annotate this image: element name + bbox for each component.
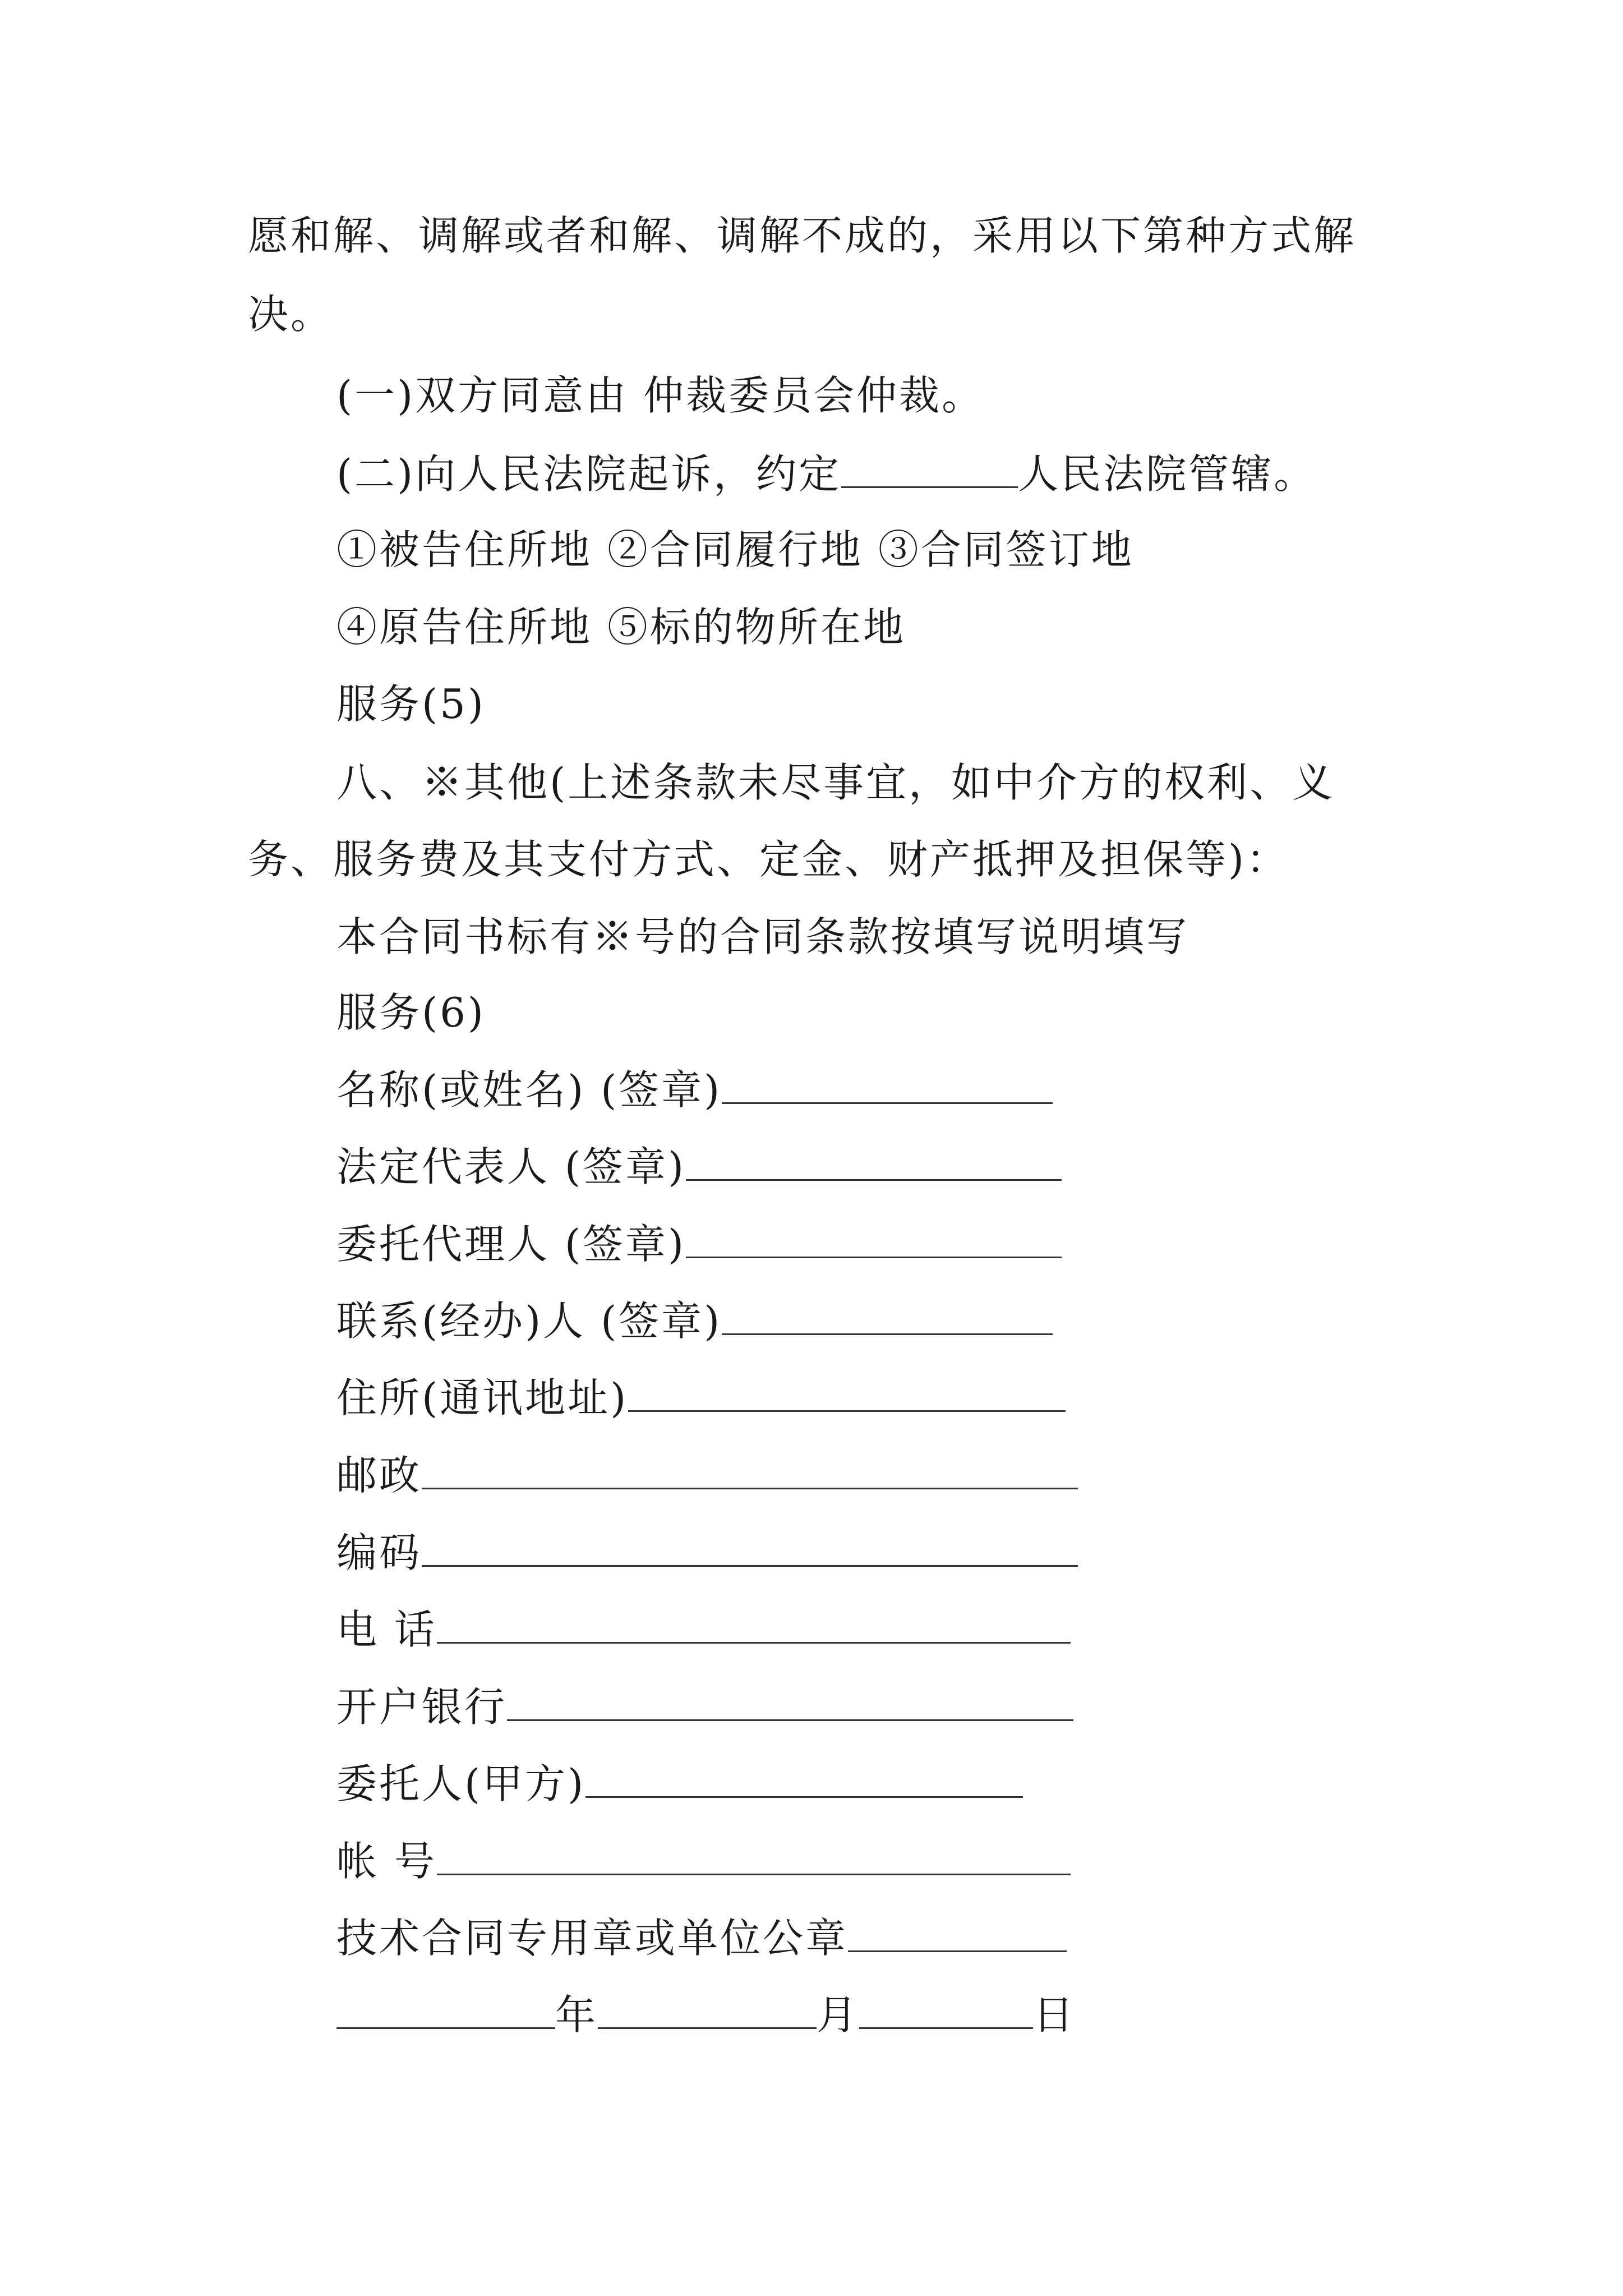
postal-row — [336, 1447, 1078, 1503]
code-label: 编码 — [336, 1529, 422, 1576]
name-label: 名称(或姓名) (签章) — [336, 1066, 722, 1114]
venue-options-1: ①被告住所地 ②合同履行地 ③合同签订地 — [336, 526, 1134, 573]
year-field[interactable] — [336, 1988, 555, 2029]
bank-label: 开户银行 — [336, 1683, 508, 1731]
contact-label: 联系(经办)人 (签章) — [336, 1297, 722, 1345]
client-row — [336, 1756, 1023, 1812]
address-label: 住所(通讯地址) — [336, 1374, 629, 1421]
address-field[interactable] — [628, 1371, 1066, 1412]
legal-rep-row — [336, 1139, 1062, 1195]
seal-row — [336, 1910, 1067, 1966]
article-8-line-2: 务、服务费及其支付方式、定金、财产抵押及担保等)： — [248, 836, 1289, 883]
paragraph-dispute-resolution-end: 决。 — [248, 291, 334, 338]
year-label: 年 — [555, 1991, 598, 2039]
code-row — [336, 1525, 1078, 1581]
bank-row — [336, 1679, 1073, 1735]
option-court — [336, 446, 1316, 502]
legal-rep-label: 法定代表人 (签章) — [336, 1143, 686, 1190]
date-row — [336, 1987, 1076, 2043]
filling-note: 本合同书标有※号的合同条款按填写说明填写 — [336, 913, 1189, 960]
option-court-suffix: 人民法院管辖。 — [1018, 450, 1317, 498]
option-arbitration: (一)双方同意由 仲裁委员会仲裁。 — [336, 372, 985, 419]
seal-field[interactable] — [848, 1911, 1067, 1952]
seal-label: 技术合同专用章或单位公章 — [336, 1915, 849, 1962]
day-label: 日 — [1033, 1991, 1076, 2039]
bank-field[interactable] — [507, 1680, 1073, 1721]
name-field[interactable] — [722, 1063, 1053, 1104]
postal-label: 邮政 — [336, 1452, 422, 1499]
account-field[interactable] — [437, 1834, 1071, 1875]
month-field[interactable] — [598, 1988, 817, 2029]
page-marker-service-6: 服务(6) — [336, 989, 486, 1036]
article-8-line-1: 八、※其他(上述条款未尽事宜，如中介方的权利、义 — [336, 759, 1335, 806]
phone-row — [336, 1602, 1071, 1658]
agent-label: 委托代理人 (签章) — [336, 1221, 686, 1268]
venue-options-2: ④原告住所地 ⑤标的物所在地 — [336, 604, 906, 651]
client-label: 委托人(甲方) — [336, 1760, 586, 1807]
client-field[interactable] — [585, 1757, 1023, 1798]
address-row — [336, 1370, 1066, 1426]
contact-field[interactable] — [722, 1294, 1053, 1335]
paragraph-dispute-resolution: 愿和解、调解或者和解、调解不成的，采用以下第种方式解 — [248, 212, 1357, 259]
court-blank-field[interactable] — [841, 447, 1018, 488]
agent-row — [336, 1216, 1062, 1272]
option-court-prefix: (二)向人民法院起诉，约定 — [336, 450, 842, 498]
account-row — [336, 1833, 1071, 1889]
phone-field[interactable] — [437, 1603, 1071, 1644]
month-label: 月 — [817, 1991, 860, 2039]
postal-field[interactable] — [422, 1448, 1078, 1489]
day-field[interactable] — [859, 1988, 1033, 2029]
phone-label: 电 话 — [336, 1606, 437, 1653]
contact-row — [336, 1293, 1053, 1349]
code-field[interactable] — [422, 1526, 1078, 1567]
legal-rep-field[interactable] — [686, 1140, 1062, 1181]
page-marker-service-5: 服务(5) — [336, 680, 486, 728]
account-label: 帐 号 — [336, 1838, 437, 1885]
name-signature-row — [336, 1062, 1053, 1118]
agent-field[interactable] — [686, 1217, 1062, 1258]
